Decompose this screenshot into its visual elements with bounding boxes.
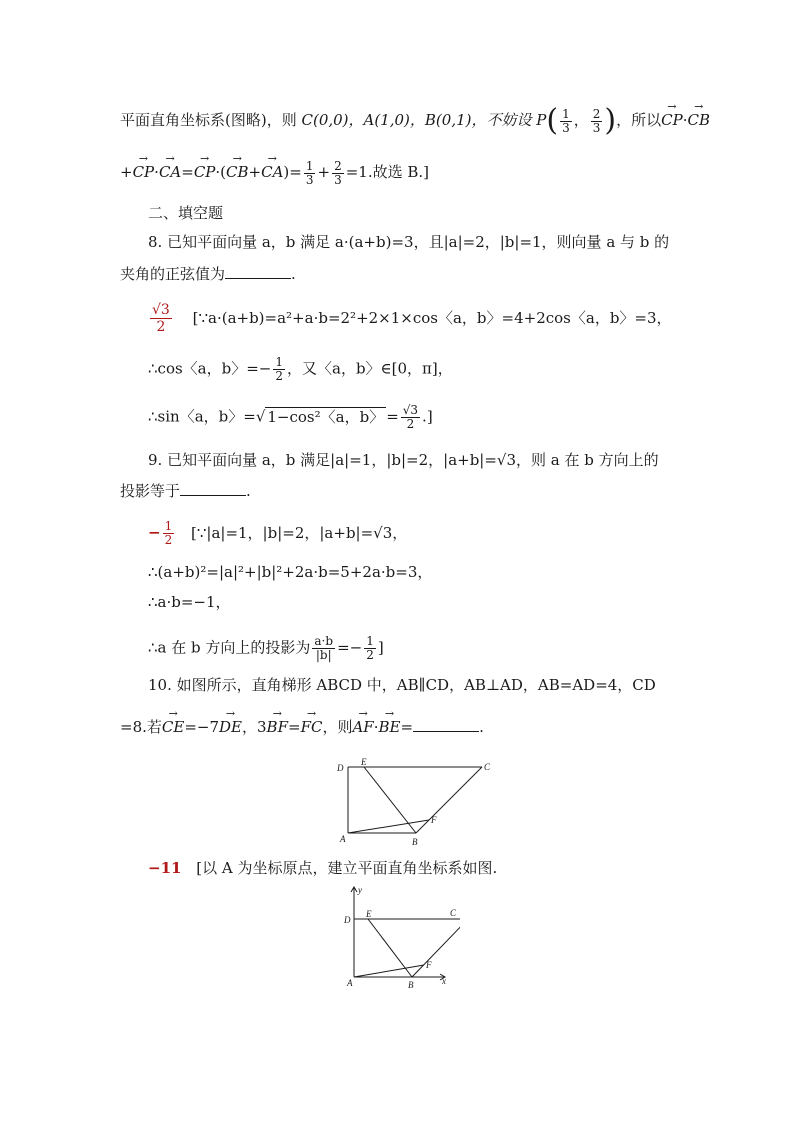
denominator: 2 [164,533,173,547]
text-fragment: 夹角的正弦值为 [120,265,226,283]
numerator: 1 [562,106,570,121]
text-fragment: ∴a 在 b 方向上的投影为 [148,638,311,657]
solution-text: [∵a·(a+b)=a²+a·b=2²+2×1×cos〈a，b〉=4+2cos〈a，b〉=3， [192,308,672,327]
trapezoid-figure [332,757,498,849]
segment-BC [412,919,460,977]
solution-line: ∴(a+b)²=|a|²+|b|²+2a·b=5+2a·b=3， [148,563,433,581]
solution-line [148,404,433,431]
fraction [401,404,420,431]
fraction [591,108,603,135]
text-fragment: =1.故选 B.] [345,163,429,181]
text-fragment: = [400,718,414,736]
vector: → CA [159,158,181,182]
vector: → FC [301,713,323,737]
text-fragment: ，则 [322,718,353,736]
vector: → AF [352,713,373,737]
numerator: 2 [334,158,342,173]
denominator: 3 [334,172,342,187]
coordinate-figure [340,884,460,992]
label-C: C [450,908,457,918]
question-stem: 9. 已知平面向量 a，b 满足|a|=1，|b|=2，|a+b|=√3，则 a 在 b 方向上的 [148,451,659,469]
vector: → CE [162,713,184,737]
denominator: 2 [275,369,283,383]
vector: → CP [194,158,216,182]
answer-fraction [150,302,172,335]
fraction [364,635,376,662]
label-E: E [361,757,367,767]
solution-text: [以 A 为坐标原点，建立平面直角坐标系如图. [196,859,498,877]
question-stem: 8. 已知平面向量 a，b 满足 a·(a+b)=3，且|a|=2，|b|=1，则向量 a 与 b 的 [148,233,670,251]
denominator: 3 [592,120,601,135]
fraction [312,635,335,662]
text-fragment: · [373,718,379,736]
vector: → CP [133,158,155,182]
answer-blank [225,264,291,279]
label-D: D [344,915,351,925]
text-fragment: + [120,163,133,181]
label-y: y [358,885,362,895]
label-B: B [408,980,414,990]
label-A: A [347,978,353,988]
denominator: 2 [406,417,415,431]
question-stem: 投影等于 . [120,482,251,500]
numerator: 2 [592,106,601,121]
question-stem: 夹角的正弦值为 . [120,265,296,283]
vector: → CA [261,158,283,182]
answer-value: −11 [148,859,182,877]
text-fragment: ∴cos〈a，b〉=− [148,359,272,378]
answer-line [148,302,672,335]
text-line: +→ CP·→ CA=→ CP·(→ CB+→ CA)= $\frac{1}{3}$ + $\frac{2}{3}$ =1.故选 B.] [120,158,429,187]
answer-line [148,520,407,547]
text-fragment: = [287,718,301,736]
solution-line [148,635,384,662]
numerator: √3 [402,403,419,417]
text-fragment: = [386,407,399,426]
label-F: F [426,960,432,970]
fraction [332,160,344,187]
fraction [304,160,316,187]
answer-blank [180,481,246,496]
numerator: 1 [164,519,173,533]
label-B: B [412,837,418,847]
question-stem: 10. 如图所示，直角梯形 ABCD 中，AB∥CD，AB⊥AD，AB=AD=4，CD [148,676,656,694]
answer-sign: − [148,523,161,542]
label-F: F [431,815,437,825]
denominator: 2 [156,319,166,335]
answer-line [148,858,497,878]
denominator: 3 [562,120,570,135]
vector: → CP [661,106,683,130]
text-fragment: =−7 [184,718,220,736]
radicand: 1−cos²〈a，b〉 [267,407,385,426]
segment-BC [416,767,482,833]
text-fragment: 平面直角坐标系(图略)，则 [120,111,302,129]
text-fragment: = [181,163,194,181]
numerator: 1 [305,158,314,173]
label-x: x [442,976,446,986]
answer-blank [413,717,479,732]
fraction [560,108,572,135]
denominator: 3 [305,172,314,187]
text-fragment: C(0,0)，A(1,0)，B(0,1)，不妨设 P [301,111,547,129]
text-fragment: ，所以 [616,111,662,129]
vector: → BF [267,713,288,737]
paren-right: ) [604,103,617,138]
answer-fraction [163,520,175,547]
solution-line: ∴a·b=−1， [148,593,231,611]
label-E: E [366,909,372,919]
label-A: A [340,834,346,844]
numerator: a·b [314,634,334,648]
solution-line [148,356,453,383]
vector: → DE [219,713,242,737]
text-fragment: ] [377,638,384,657]
label-D: D [337,763,344,773]
text-fragment: =8.若 [120,718,162,736]
text-line: 平面直角坐标系(图略)，则 C(0,0)，A(1,0)，B(0,1)，不妨设 P( $\frac{1}{3}$ ， $\frac{2}{3}$ )，所以→ CP·→ CB [120,106,710,136]
numerator: √3 [152,302,170,318]
text-fragment: 投影等于 [120,482,181,500]
vector: → CB [687,106,710,130]
question-stem: =8.若→ CE=−7→ DE，3→ BF=→ FC，则→ AF·→ BE= . [120,713,484,737]
solution-text: [∵|a|=1，|b|=2，|a+b|=√3， [191,523,408,542]
denominator: |b| [315,648,332,662]
text-fragment: ，3 [242,718,267,736]
fraction [273,356,285,383]
numerator: 1 [366,634,374,648]
section-title: 二、填空题 [148,204,224,222]
text-fragment: .] [422,407,433,426]
vector: → CB [226,158,249,182]
vector: → BE [379,713,401,737]
text-fragment: =− [337,638,363,657]
text-fragment: ∴sin〈a，b〉=√ [148,407,266,426]
denominator: 2 [366,648,374,662]
segment-AF [348,820,429,833]
label-C: C [484,762,491,772]
paren-left: ( [546,103,559,138]
numerator: 1 [275,355,283,369]
text-fragment: ，又〈a，b〉∈[0，π]， [287,359,453,378]
